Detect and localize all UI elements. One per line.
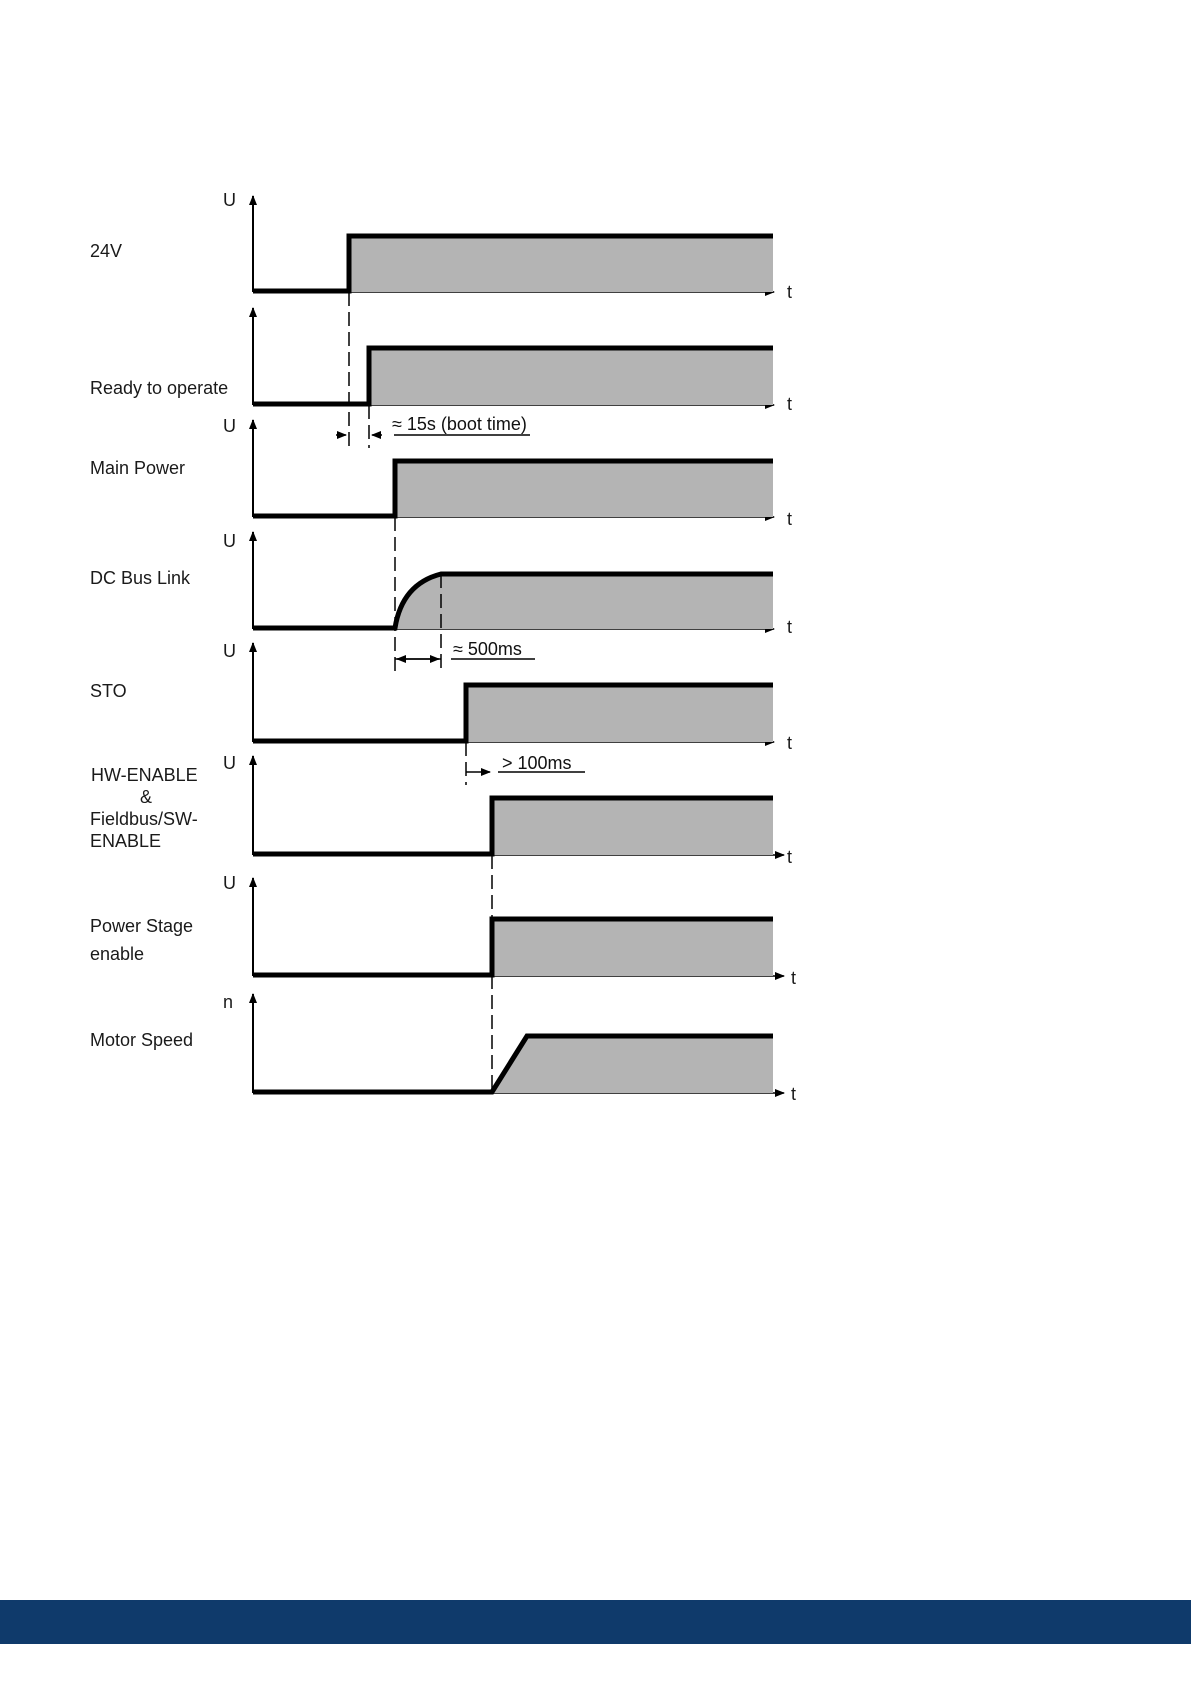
- footer-bar: [0, 1600, 1191, 1644]
- taxis-label-24v: t: [787, 282, 793, 302]
- label-mainpower: Main Power: [90, 458, 186, 478]
- label-motorspeed: Motor Speed: [90, 1030, 194, 1050]
- yaxis-label-hwenable: U: [223, 753, 236, 773]
- label-dcbus: DC Bus Link: [90, 568, 191, 588]
- annotation-boot-time: ≈ 15s (boot time): [392, 414, 527, 434]
- label-powerstage-line2: enable: [90, 944, 145, 964]
- taxis-label-powerstage: t: [791, 968, 797, 988]
- taxis-label-ready: t: [787, 394, 793, 414]
- label-powerstage: [90, 912, 193, 968]
- taxis-label-motorspeed: t: [791, 1084, 797, 1104]
- label-hwenable-line3: Fieldbus/SW-: [90, 809, 198, 829]
- label-ready: Ready to operate: [90, 378, 229, 398]
- yaxis-label-mainpower: U: [223, 416, 236, 436]
- trace-24v: [253, 196, 774, 292]
- label-powerstage-line1: Power Stage: [90, 916, 194, 936]
- taxis-label-sto: t: [787, 733, 793, 753]
- taxis-label-dcbus: t: [787, 617, 793, 637]
- yaxis-label-24v: U: [223, 190, 236, 210]
- trace-dcbus: [253, 532, 774, 629]
- yaxis-label-powerstage: U: [223, 873, 236, 893]
- yaxis-label-motorspeed: n: [223, 992, 234, 1012]
- taxis-label-mainpower: t: [787, 509, 793, 529]
- trace-powerstage: [253, 878, 784, 976]
- label-hwenable: [90, 764, 198, 852]
- taxis-label-hwenable: t: [787, 847, 793, 867]
- label-hwenable-line4: ENABLE: [90, 831, 162, 851]
- label-hwenable-line1: HW-ENABLE: [91, 765, 198, 785]
- trace-24v-fill: [349, 236, 773, 292]
- label-hwenable-line2: &: [140, 787, 153, 807]
- yaxis-label-sto: U: [223, 641, 236, 661]
- label-24v: 24V: [90, 241, 123, 261]
- trace-motorspeed: [253, 994, 784, 1093]
- annotation-sto-delay: > 100ms: [502, 753, 572, 773]
- label-sto: STO: [90, 681, 127, 701]
- annotation-dcbus-delay: ≈ 500ms: [453, 639, 522, 659]
- yaxis-label-dcbus: U: [223, 531, 236, 551]
- trace-ready: [253, 308, 774, 405]
